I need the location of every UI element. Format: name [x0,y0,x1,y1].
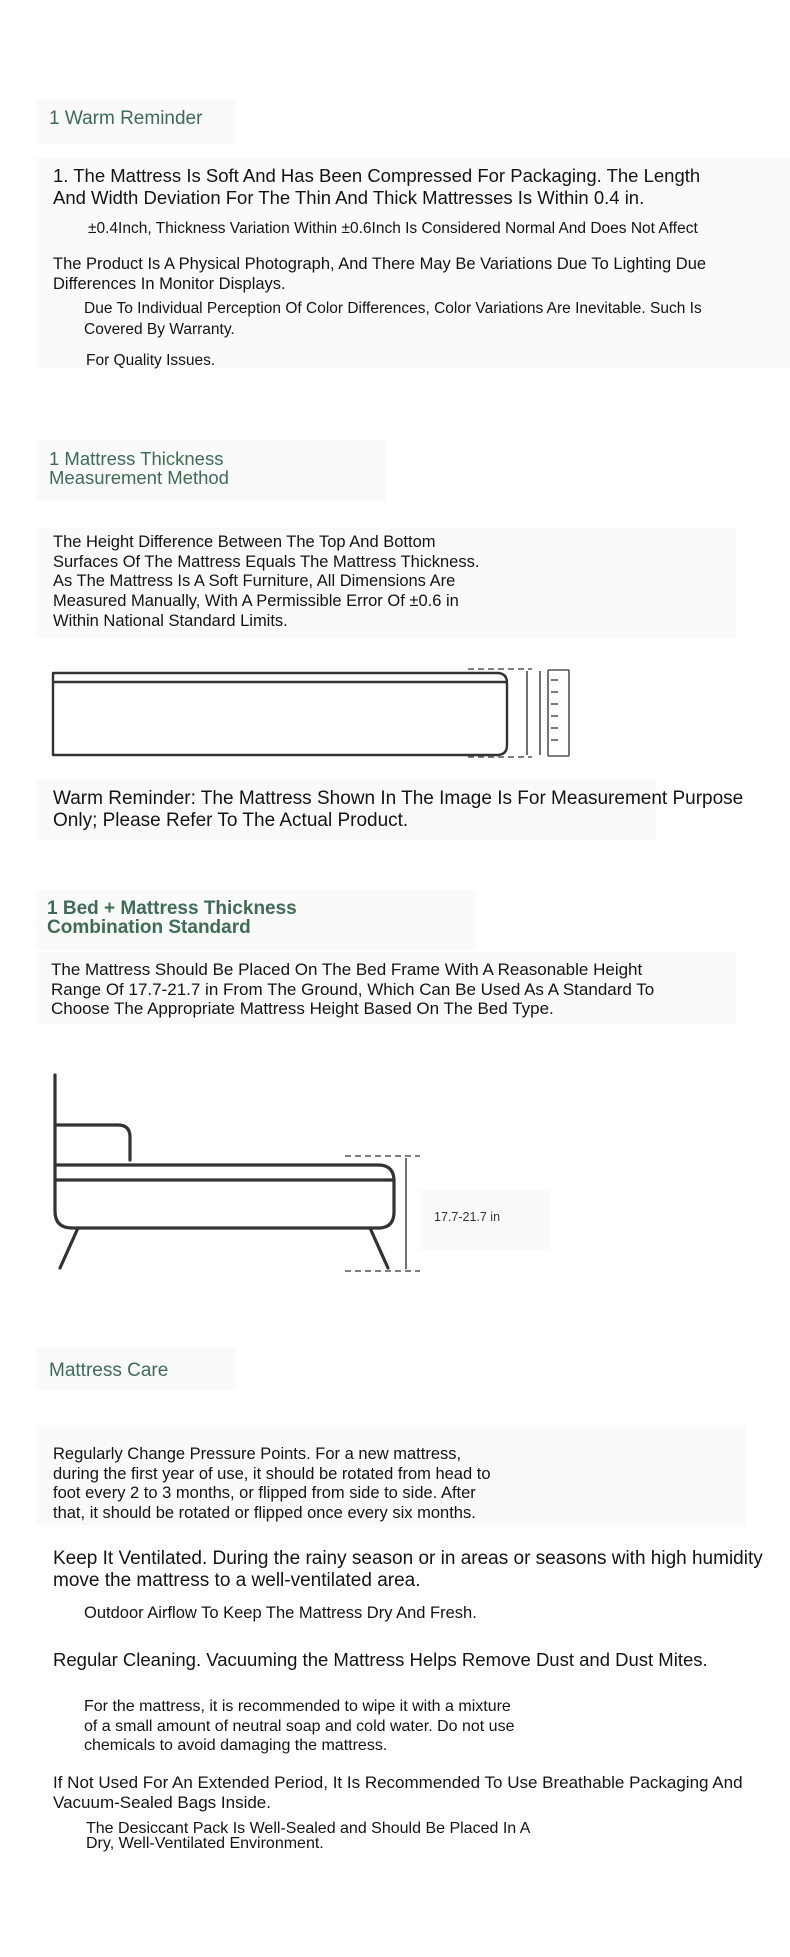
care-paragraph: Regular Cleaning. Vacuuming the Mattress Helps Remove Dust and Dust Mites. [53,1649,708,1670]
care-paragraph: Regularly Change Pressure Points. For a new mattress, during the first year of use, it should be rotated from head to foot every 2 to 3 months, or flipped from side to side. After that, it should be rotated or flipped once every six months. [53,1445,491,1523]
warm-reminder-paragraph: Due To Individual Perception Of Color Differences, Color Variations Are Inevitable. Such Is Covered By Warranty. [84,300,702,338]
thickness-method-heading: 1 Mattress Thickness Measurement Method [49,448,229,488]
bed-leg-left [60,1228,78,1268]
care-paragraph: For the mattress, it is recommended to wipe it with a mixture of a small amount of neutral soap and cold water. Do not use chemicals to avoid damaging the mattress. [84,1698,515,1754]
headboard-cushion [55,1125,130,1160]
warm-reminder-heading: 1 Warm Reminder [49,108,203,129]
care-paragraph: Keep It Ventilated. During the rainy season or in areas or seasons with high humidity move the mattress to a well-ventilated area. [53,1548,763,1591]
warm-reminder-paragraph: The Product Is A Physical Photograph, And There May Be Variations Due To Lighting Due Differences In Monitor Displays. [53,255,707,293]
combination-standard-paragraph: The Mattress Should Be Placed On The Bed Frame With A Reasonable Height Range Of 17.7-21.7 in From The Ground, Which Can Be Used As A Standard To Choose The Appropriate Mattress Height Based On The Bed Type. [51,960,655,1018]
bed-body [55,1165,394,1228]
care-paragraph: If Not Used For An Extended Period, It Is Recommended To Use Breathable Packaging And Vacuum-Sealed Bags Inside. [53,1773,743,1812]
bed-height-label: 17.7-21.7 in [434,1210,501,1224]
thickness-method-paragraph: The Height Difference Between The Top And Bottom Surfaces Of The Mattress Equals The Mattress Thickness. As The Mattress Is A Soft Furniture, All Dimensions Are Measured Manually, With A Permissible Error Of ±0.6 in Within National Standard Limits. [53,533,480,630]
mattress-outline [53,673,507,755]
ruler-icon [548,670,569,756]
warm-reminder-paragraph: ±0.4Inch, Thickness Variation Within ±0.6Inch Is Considered Normal And Does Not Affect [88,220,698,237]
care-paragraph: The Desiccant Pack Is Well-Sealed and Should Be Placed In A Dry, Well-Ventilated Environment. [86,1820,531,1852]
combination-standard-heading: 1 Bed + Mattress Thickness Combination Standard [47,898,297,938]
mattress-care-heading: Mattress Care [49,1360,169,1381]
measurement-note: Warm Reminder: The Mattress Shown In The Image Is For Measurement Purpose Only; Please Refer To The Actual Product. [53,788,744,831]
warm-reminder-paragraph: 1. The Mattress Is Soft And Has Been Compressed For Packaging. The Length And Width Deviation For The Thin And Thick Mattresses Is Within 0.4 in. [53,165,701,208]
care-paragraph: Outdoor Airflow To Keep The Mattress Dry And Fresh. [84,1604,477,1622]
warm-reminder-paragraph: For Quality Issues. [86,352,216,369]
bed-leg-right [370,1228,388,1268]
